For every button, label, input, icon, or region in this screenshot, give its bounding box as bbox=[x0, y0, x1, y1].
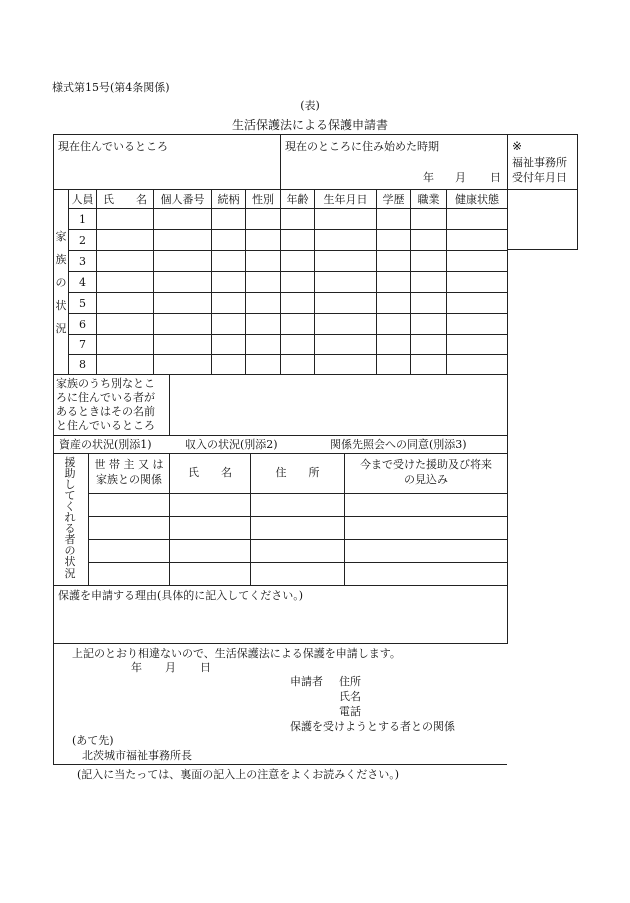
supporters-side-char: く bbox=[64, 500, 76, 513]
family-side-char: 族 bbox=[55, 253, 67, 266]
supporters-side-char: 援 bbox=[64, 456, 76, 469]
reason-label: 保護を申請する理由(具体的に記入してください。) bbox=[58, 589, 304, 602]
applicant-phone-label: 電話 bbox=[339, 705, 361, 718]
office-use-mark: ※ bbox=[512, 139, 523, 153]
income-status-label: 収入の状況(別添2) bbox=[185, 438, 278, 451]
supporter-relation-header: 世 帯 主 又 は bbox=[94, 458, 164, 471]
office-name-label: 福祉事務所 bbox=[512, 156, 567, 169]
separate-label-line: 家族のうち別なとこ bbox=[56, 377, 155, 390]
form-title: 生活保護法による保護申請書 bbox=[231, 118, 388, 132]
family-row-number: 8 bbox=[79, 358, 86, 371]
supporters-side-char: の bbox=[64, 544, 76, 557]
header-person: 人員 bbox=[71, 193, 94, 206]
supporters-side-char: て bbox=[64, 489, 76, 502]
declaration-year-label: 年 bbox=[131, 661, 142, 674]
current-address-label: 現在住んでいるところ bbox=[58, 140, 168, 153]
family-side-char: 況 bbox=[55, 322, 67, 335]
form-number: 様式第15号(第4条関係) bbox=[52, 81, 170, 94]
header-id-number: 個人番号 bbox=[160, 193, 205, 206]
supporter-future-header: の見込み bbox=[404, 473, 448, 486]
header-education: 学歴 bbox=[382, 193, 405, 206]
separate-living-field[interactable] bbox=[170, 375, 506, 434]
move-in-date-label: 現在のところに住み始めた時期 bbox=[285, 140, 439, 153]
office-received-date-label: 受付年月日 bbox=[512, 171, 567, 184]
applicant-phone-field[interactable] bbox=[365, 704, 505, 718]
supporter-name-header: 氏 名 bbox=[188, 466, 232, 479]
reason-field[interactable] bbox=[54, 605, 506, 642]
family-row-number: 4 bbox=[79, 276, 86, 289]
supporters-side-char: 者 bbox=[64, 533, 76, 546]
separate-label-line: ろに住んでいる者が bbox=[56, 391, 155, 404]
family-row-number: 1 bbox=[79, 213, 86, 226]
separate-label-line: と住んでいるところ bbox=[56, 419, 155, 432]
supporter-future-header: 今まで受けた援助及び将来 bbox=[360, 458, 492, 471]
family-side-char: 状 bbox=[55, 299, 67, 312]
applicant-address-field[interactable] bbox=[365, 674, 505, 688]
supporters-side-char: し bbox=[64, 478, 76, 491]
family-row-number: 6 bbox=[79, 318, 86, 331]
header-birthdate: 生年月日 bbox=[323, 193, 368, 206]
header-relationship: 続柄 bbox=[217, 193, 240, 206]
consent-label: 関係先照会への同意(別添3) bbox=[330, 438, 467, 451]
supporters-side-char: 況 bbox=[64, 567, 76, 580]
supporters-side-char: れ bbox=[64, 511, 76, 524]
applicant-address-label: 住所 bbox=[339, 675, 361, 688]
supporter-address-header: 住 所 bbox=[275, 466, 320, 479]
move-in-month-label: 月 bbox=[455, 171, 466, 184]
applicant-label: 申請者 bbox=[290, 675, 323, 688]
header-health: 健康状態 bbox=[455, 193, 499, 206]
move-in-day-label: 日 bbox=[490, 171, 501, 184]
header-name: 氏 名 bbox=[103, 193, 147, 206]
supporters-entry-area[interactable] bbox=[89, 494, 507, 585]
declaration-day-label: 日 bbox=[200, 661, 211, 674]
supporters-side-char: 状 bbox=[64, 555, 76, 568]
family-row-number: 3 bbox=[79, 255, 86, 268]
header-age: 年齢 bbox=[286, 193, 309, 206]
move-in-date-field[interactable] bbox=[281, 155, 506, 188]
supporter-relation-header: 家族との関係 bbox=[96, 473, 162, 486]
family-row-number: 5 bbox=[79, 297, 86, 310]
family-entry-area[interactable] bbox=[97, 209, 507, 374]
supporters-side-char: る bbox=[64, 522, 76, 535]
separate-label-line: あるときはその名前 bbox=[56, 405, 155, 418]
applicant-name-label: 氏名 bbox=[339, 690, 361, 703]
family-side-char: の bbox=[55, 276, 67, 289]
addressee-name: 北茨城市福祉事務所長 bbox=[82, 749, 192, 762]
header-occupation: 職業 bbox=[417, 193, 440, 206]
family-row-number: 7 bbox=[79, 338, 86, 351]
family-side-char: 家 bbox=[55, 230, 67, 243]
assets-status-label: 資産の状況(別添1) bbox=[59, 438, 152, 451]
move-in-year-label: 年 bbox=[423, 171, 434, 184]
declaration-month-label: 月 bbox=[165, 661, 176, 674]
family-row-number: 2 bbox=[79, 234, 86, 247]
form-side-label: (表) bbox=[300, 99, 320, 112]
header-gender: 性別 bbox=[252, 193, 274, 206]
supporters-side-char: 助 bbox=[64, 467, 76, 480]
addressee-label: (あて先) bbox=[72, 734, 114, 747]
footnote: (記入に当たっては、裏面の記入上の注意をよくお読みください。) bbox=[77, 768, 400, 781]
current-address-field[interactable] bbox=[54, 155, 279, 188]
declaration-text: 上記のとおり相違ないので、生活保護法による保護を申請します。 bbox=[72, 647, 401, 660]
applicant-name-field[interactable] bbox=[365, 689, 505, 703]
applicant-relation-label: 保護を受けようとする者との関係 bbox=[290, 720, 455, 733]
